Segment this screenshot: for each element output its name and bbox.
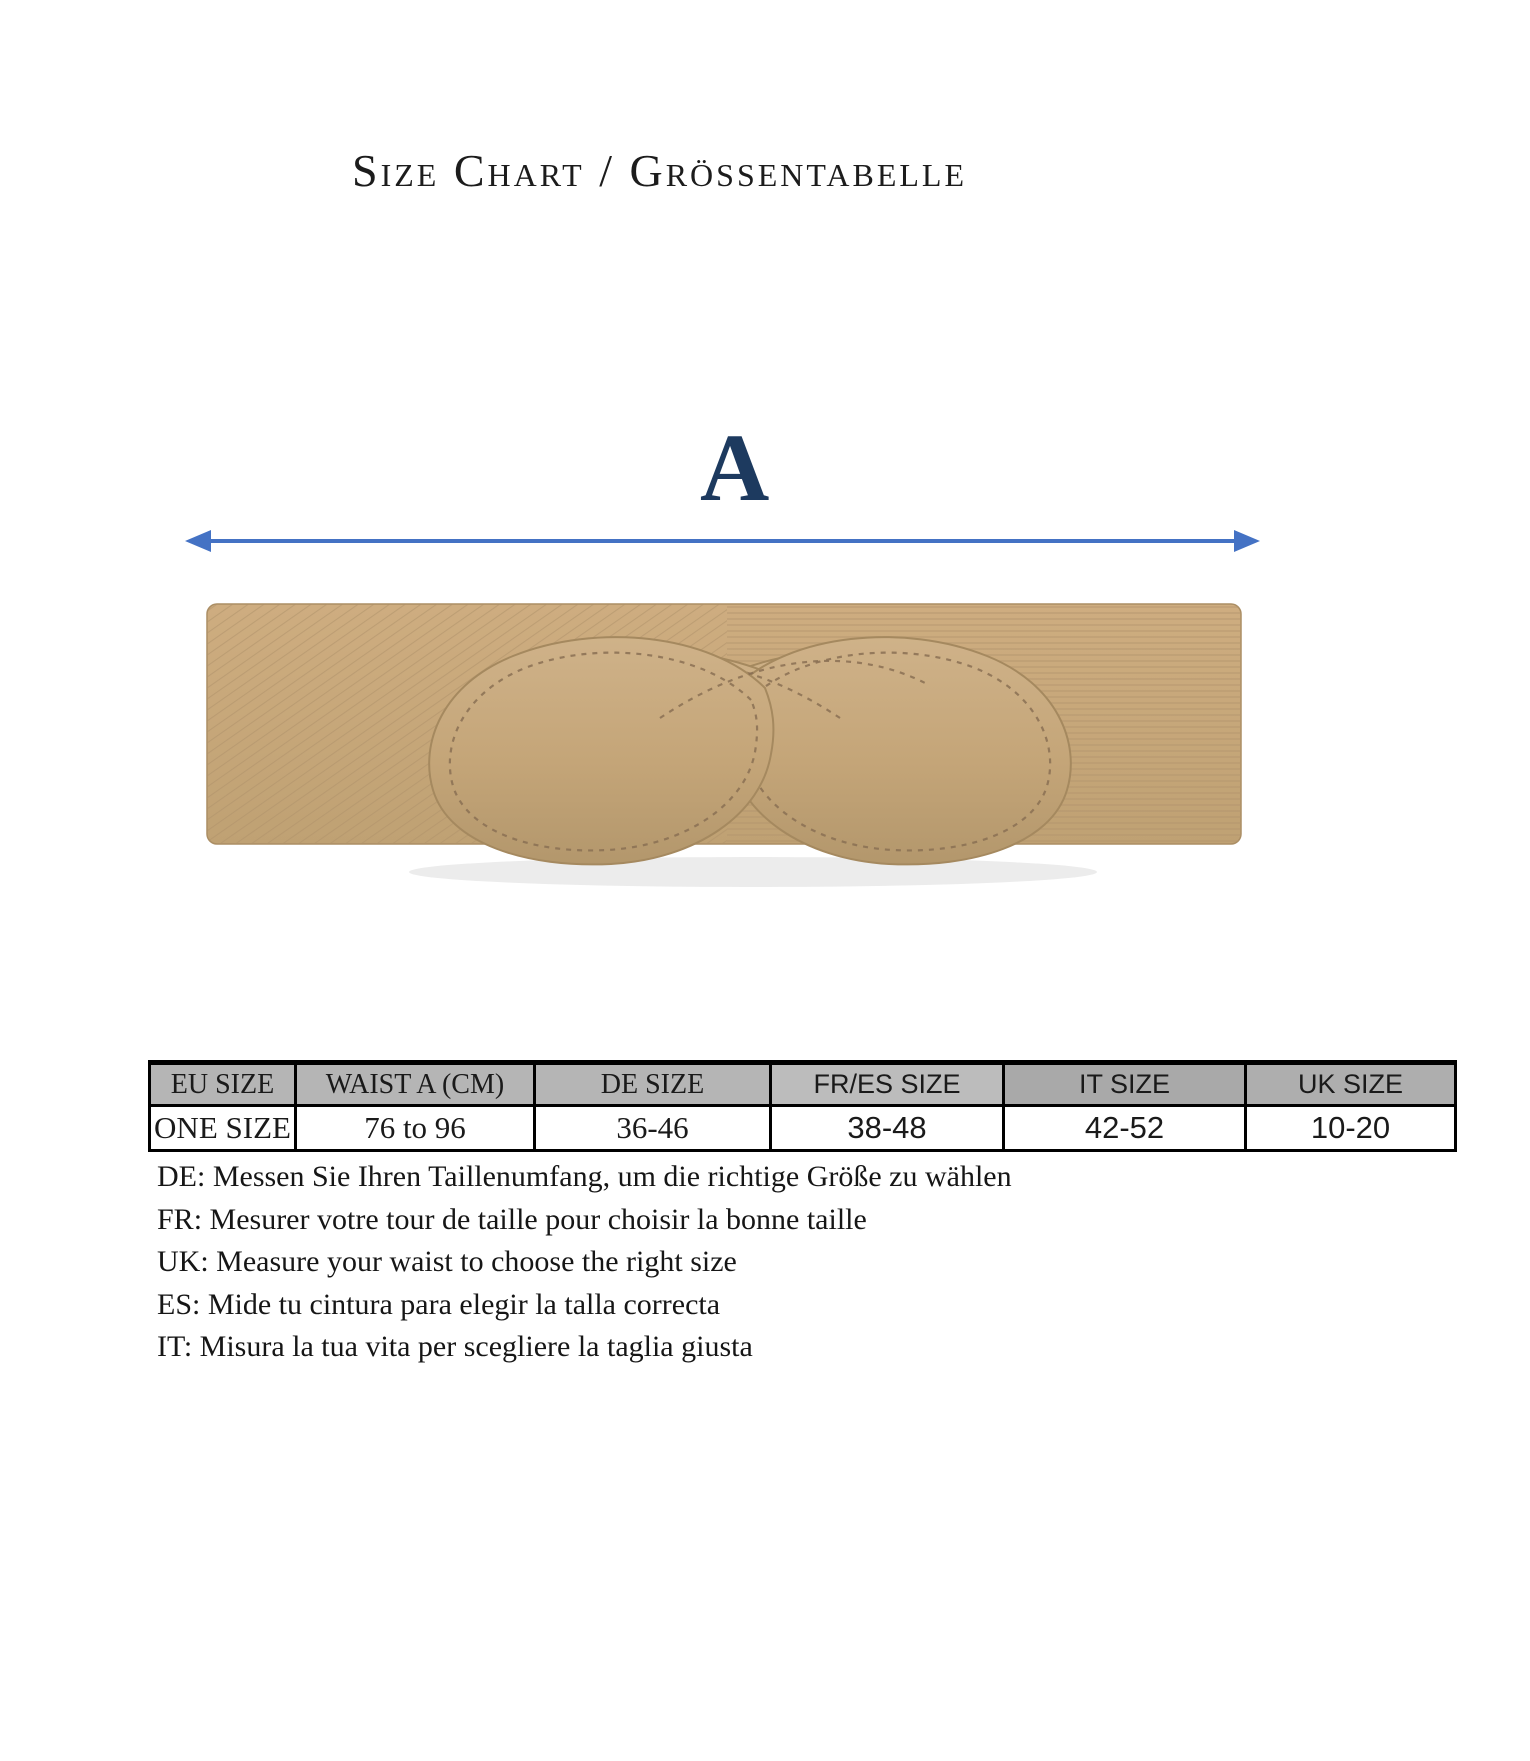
size-table — [148, 1060, 1457, 1152]
measure-label-a: A — [700, 414, 770, 521]
header-uk-size: UK SIZE — [1246, 1063, 1456, 1106]
header-it-size: IT SIZE — [1004, 1063, 1246, 1106]
header-fr-es-size: FR/ES SIZE — [771, 1063, 1004, 1106]
instruction-es: ES: Mide tu cintura para elegir la talla correcta — [157, 1287, 721, 1321]
size-table-header-row — [150, 1063, 1456, 1106]
instruction-it: IT: Misura la tua vita per scegliere la taglia giusta — [157, 1330, 753, 1363]
instruction-uk: UK: Measure your waist to choose the right size — [157, 1245, 737, 1278]
instruction-de: DE: Messen Sie Ihren Taillenumfang, um die richtige Größe zu wählen — [157, 1160, 1012, 1193]
size-table-value-row — [150, 1106, 1456, 1151]
value-fr-es-size: 38-48 — [771, 1106, 1004, 1151]
page-title: Size Chart / Grössentabelle — [352, 145, 968, 196]
value-eu-size: ONE SIZE — [150, 1106, 296, 1151]
header-de-size: DE SIZE — [535, 1063, 771, 1106]
header-waist-a-cm: WAIST A (CM) — [296, 1063, 535, 1106]
value-waist-a-cm: 76 to 96 — [296, 1106, 535, 1151]
belt-product-image — [205, 568, 1245, 898]
header-eu-size: EU SIZE — [150, 1063, 296, 1106]
value-uk-size: 10-20 — [1246, 1106, 1456, 1151]
value-it-size: 42-52 — [1004, 1106, 1246, 1151]
instruction-fr: FR: Mesurer votre tour de taille pour choisir la bonne taille — [157, 1202, 867, 1236]
value-de-size: 36-46 — [535, 1106, 771, 1151]
instructions-block — [157, 1156, 1012, 1369]
belt-shadow — [409, 857, 1097, 887]
measure-arrow-icon — [185, 527, 1260, 555]
